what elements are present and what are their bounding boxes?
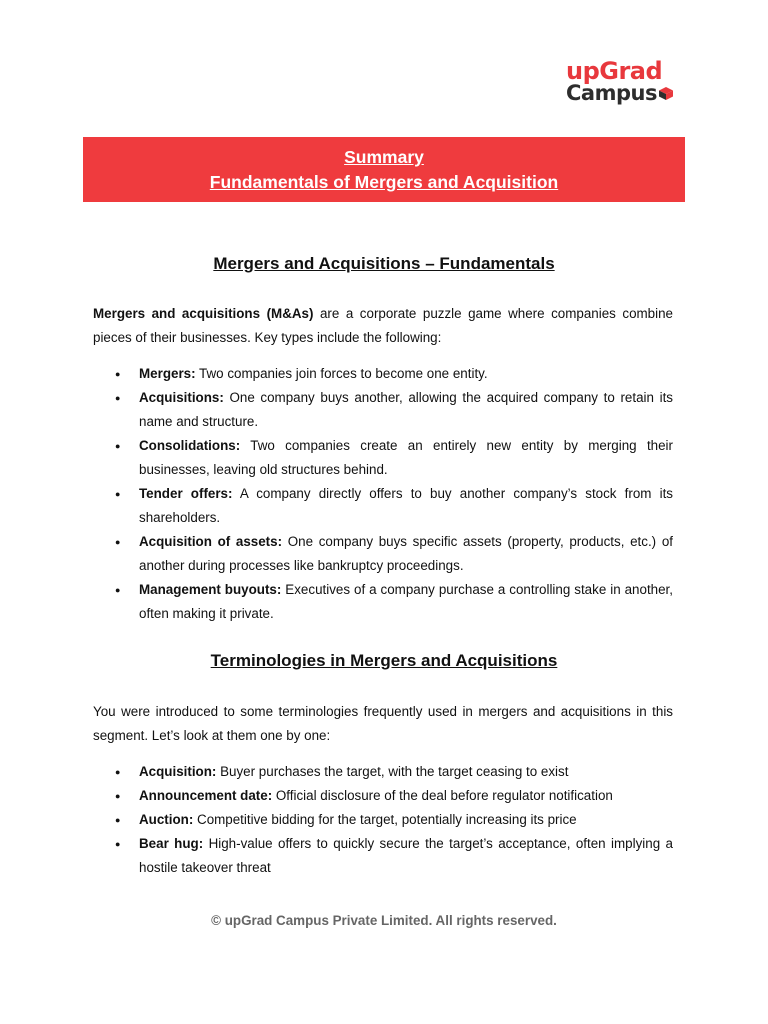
list-item: ● Acquisitions: One company buys another, allowing the acquired company to retain its name and structure. bbox=[93, 386, 673, 434]
list-item: ● Tender offers: A company directly offers to buy another company’s stock from its shareholders. bbox=[93, 482, 673, 530]
section2-heading: Terminologies in Mergers and Acquisitions bbox=[210, 651, 558, 670]
title-banner bbox=[83, 137, 685, 202]
ma-types-list bbox=[93, 362, 673, 626]
upgrad-campus-logo bbox=[566, 57, 673, 105]
list-item: ● Consolidations: Two companies create an entirely new entity by merging their businesses, leaving old structures behind. bbox=[93, 434, 673, 482]
logo-line1: upGrad bbox=[566, 57, 663, 85]
list-item: ● Acquisition of assets: One company buys specific assets (property, products, etc.) of another during processes like bankruptcy proceedings. bbox=[93, 530, 673, 578]
section1-heading: Mergers and Acquisitions – Fundamentals bbox=[213, 254, 555, 273]
banner-subtitle: Fundamentals of Mergers and Acquisition bbox=[209, 172, 559, 192]
cube-icon bbox=[659, 87, 673, 100]
list-item: ● Bear hug: High-value offers to quickly secure the target’s acceptance, often implying a hostile takeover threat bbox=[93, 832, 673, 880]
logo-line2: Campus bbox=[566, 81, 657, 105]
banner-title: Summary bbox=[344, 147, 424, 167]
copyright-footer: © upGrad Campus Private Limited. All rights reserved. bbox=[211, 913, 557, 928]
list-item: ● Auction: Competitive bidding for the target, potentially increasing its price bbox=[93, 808, 673, 832]
list-item: ● Announcement date: Official disclosure of the deal before regulator notification bbox=[93, 784, 673, 808]
section1-intro: Mergers and acquisitions (M&As) are a corporate puzzle game where companies combine pieces of their businesses. Key types include the following: bbox=[93, 306, 673, 345]
section2-intro: You were introduced to some terminologies frequently used in mergers and acquisitions in this segment. Let’s look at them one by one: bbox=[93, 704, 673, 743]
terminology-list bbox=[93, 760, 673, 880]
list-item: ● Management buyouts: Executives of a company purchase a controlling stake in another, often making it private. bbox=[93, 578, 673, 626]
list-item: ● Acquisition: Buyer purchases the target, with the target ceasing to exist bbox=[93, 760, 673, 784]
list-item: ● Mergers: Two companies join forces to become one entity. bbox=[93, 362, 673, 386]
